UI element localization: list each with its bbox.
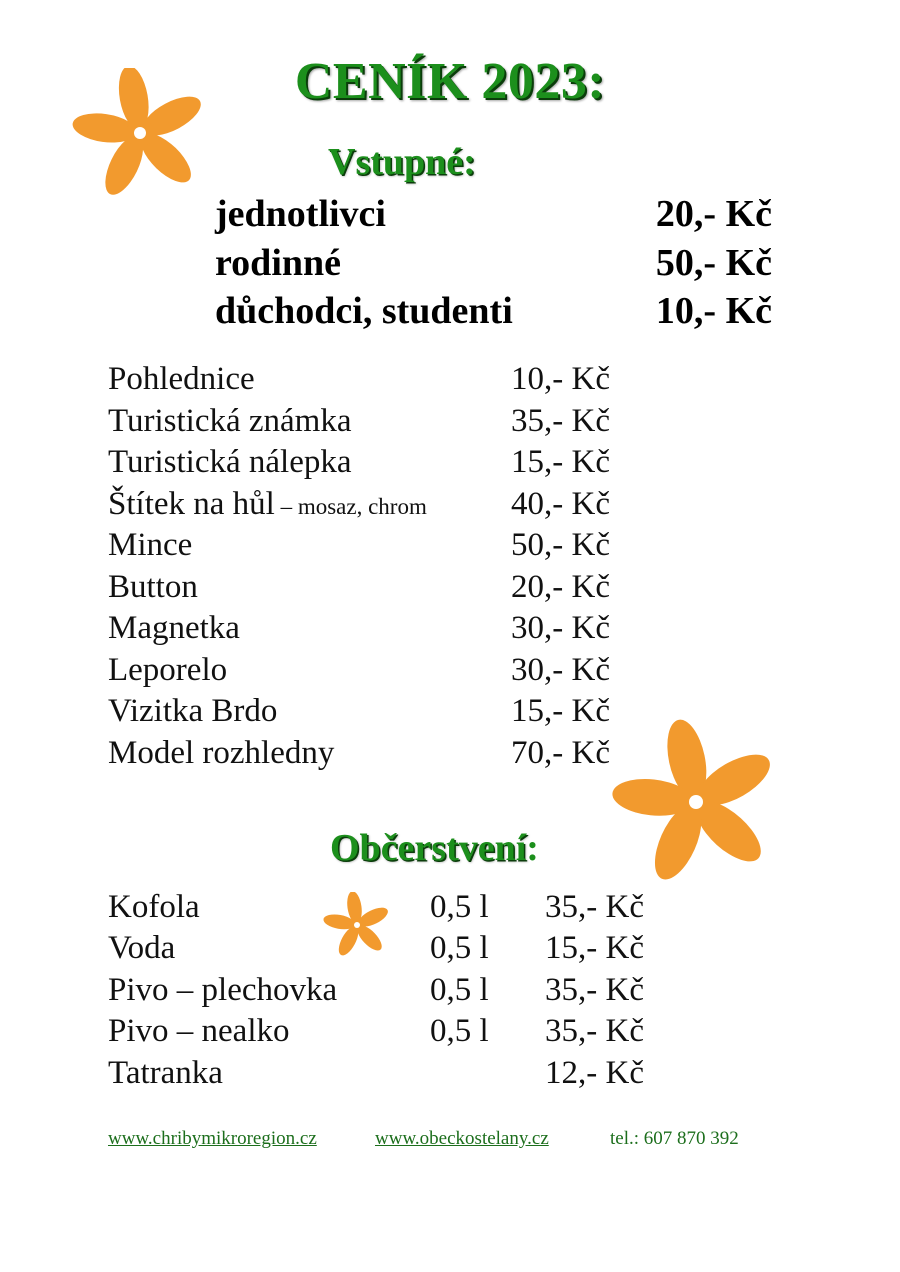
admission-label: jednotlivci <box>215 193 386 235</box>
item-name: Štítek na hůl <box>108 486 275 522</box>
refreshment-row <box>0 1013 900 1053</box>
refreshment-label: Kofola <box>108 889 200 925</box>
item-row <box>0 652 900 692</box>
item-row <box>0 735 900 775</box>
item-label <box>108 652 227 689</box>
refreshment-volume: 0,5 l <box>430 1013 489 1049</box>
footer-phone: tel.: 607 870 392 <box>610 1128 739 1149</box>
refreshment-price: 15,- Kč <box>545 930 644 966</box>
item-price: 15,- Kč <box>511 444 610 480</box>
item-price: 15,- Kč <box>511 693 610 729</box>
item-label <box>108 569 198 606</box>
refreshment-price: 35,- Kč <box>545 1013 644 1049</box>
admission-row <box>0 289 900 339</box>
admission-row <box>0 241 900 291</box>
refreshment-price: 35,- Kč <box>545 972 644 1008</box>
footer-link-obeckostelany[interactable]: www.obeckostelany.cz <box>375 1128 549 1149</box>
refreshment-price: 12,- Kč <box>545 1055 644 1091</box>
refreshment-label: Pivo – plechovka <box>108 972 338 1008</box>
refreshment-label: Pivo – nealko <box>108 1013 290 1049</box>
refreshment-price: 35,- Kč <box>545 889 644 925</box>
footer-link-chribymikroregion[interactable]: www.chribymikroregion.cz <box>108 1128 317 1149</box>
item-price: 10,- Kč <box>511 361 610 397</box>
item-row <box>0 403 900 443</box>
item-note: – mosaz, chrom <box>274 494 427 519</box>
refreshment-label: Voda <box>108 930 176 966</box>
admission-price: 10,- Kč <box>655 290 772 332</box>
item-name: Magnetka <box>108 610 240 646</box>
refreshment-volume: 0,5 l <box>430 930 489 966</box>
admission-row <box>0 192 900 242</box>
admission-label: důchodci, studenti <box>215 290 513 332</box>
refreshments-heading <box>330 826 539 870</box>
item-row <box>0 361 900 401</box>
item-label <box>108 361 255 398</box>
item-price: 35,- Kč <box>511 403 610 439</box>
item-label <box>108 527 192 564</box>
refreshments-heading-colon: : <box>526 827 539 869</box>
item-price: 40,- Kč <box>511 486 610 522</box>
admission-label: rodinné <box>215 242 342 284</box>
item-name: Button <box>108 569 198 605</box>
refreshment-row <box>0 972 900 1012</box>
item-name: Leporelo <box>108 652 228 688</box>
admission-price: 20,- Kč <box>655 193 772 235</box>
item-row <box>0 693 900 733</box>
item-name: Pohlednice <box>108 361 255 397</box>
item-label <box>108 486 427 523</box>
item-row <box>0 527 900 567</box>
item-price: 20,- Kč <box>511 569 610 605</box>
item-price: 30,- Kč <box>511 652 610 688</box>
refreshment-row <box>0 889 900 929</box>
refreshment-row <box>0 1055 900 1095</box>
item-label <box>108 403 352 440</box>
item-price: 50,- Kč <box>511 527 610 563</box>
refreshment-label: Tatranka <box>108 1055 223 1091</box>
item-label <box>108 610 240 647</box>
refreshments-heading-text: Občerstvení <box>330 827 527 869</box>
item-name: Turistická známka <box>108 403 352 439</box>
item-name: Turistická nálepka <box>108 444 352 480</box>
item-price: 30,- Kč <box>511 610 610 646</box>
item-row <box>0 569 900 609</box>
page-title: CENÍK 2023: <box>294 53 606 110</box>
item-price: 70,- Kč <box>511 735 610 771</box>
item-row <box>0 486 900 526</box>
item-name: Mince <box>108 527 193 563</box>
item-name: Model rozhledny <box>108 735 335 771</box>
item-label <box>108 693 277 730</box>
refreshment-volume: 0,5 l <box>430 972 489 1008</box>
admission-heading: Vstupné: <box>328 141 476 183</box>
item-label <box>108 444 352 481</box>
refreshment-row <box>0 930 900 970</box>
admission-price: 50,- Kč <box>655 242 772 284</box>
item-name: Vizitka Brdo <box>108 693 278 729</box>
item-row <box>0 444 900 484</box>
item-row <box>0 610 900 650</box>
item-label <box>108 735 334 772</box>
refreshment-volume: 0,5 l <box>430 889 489 925</box>
